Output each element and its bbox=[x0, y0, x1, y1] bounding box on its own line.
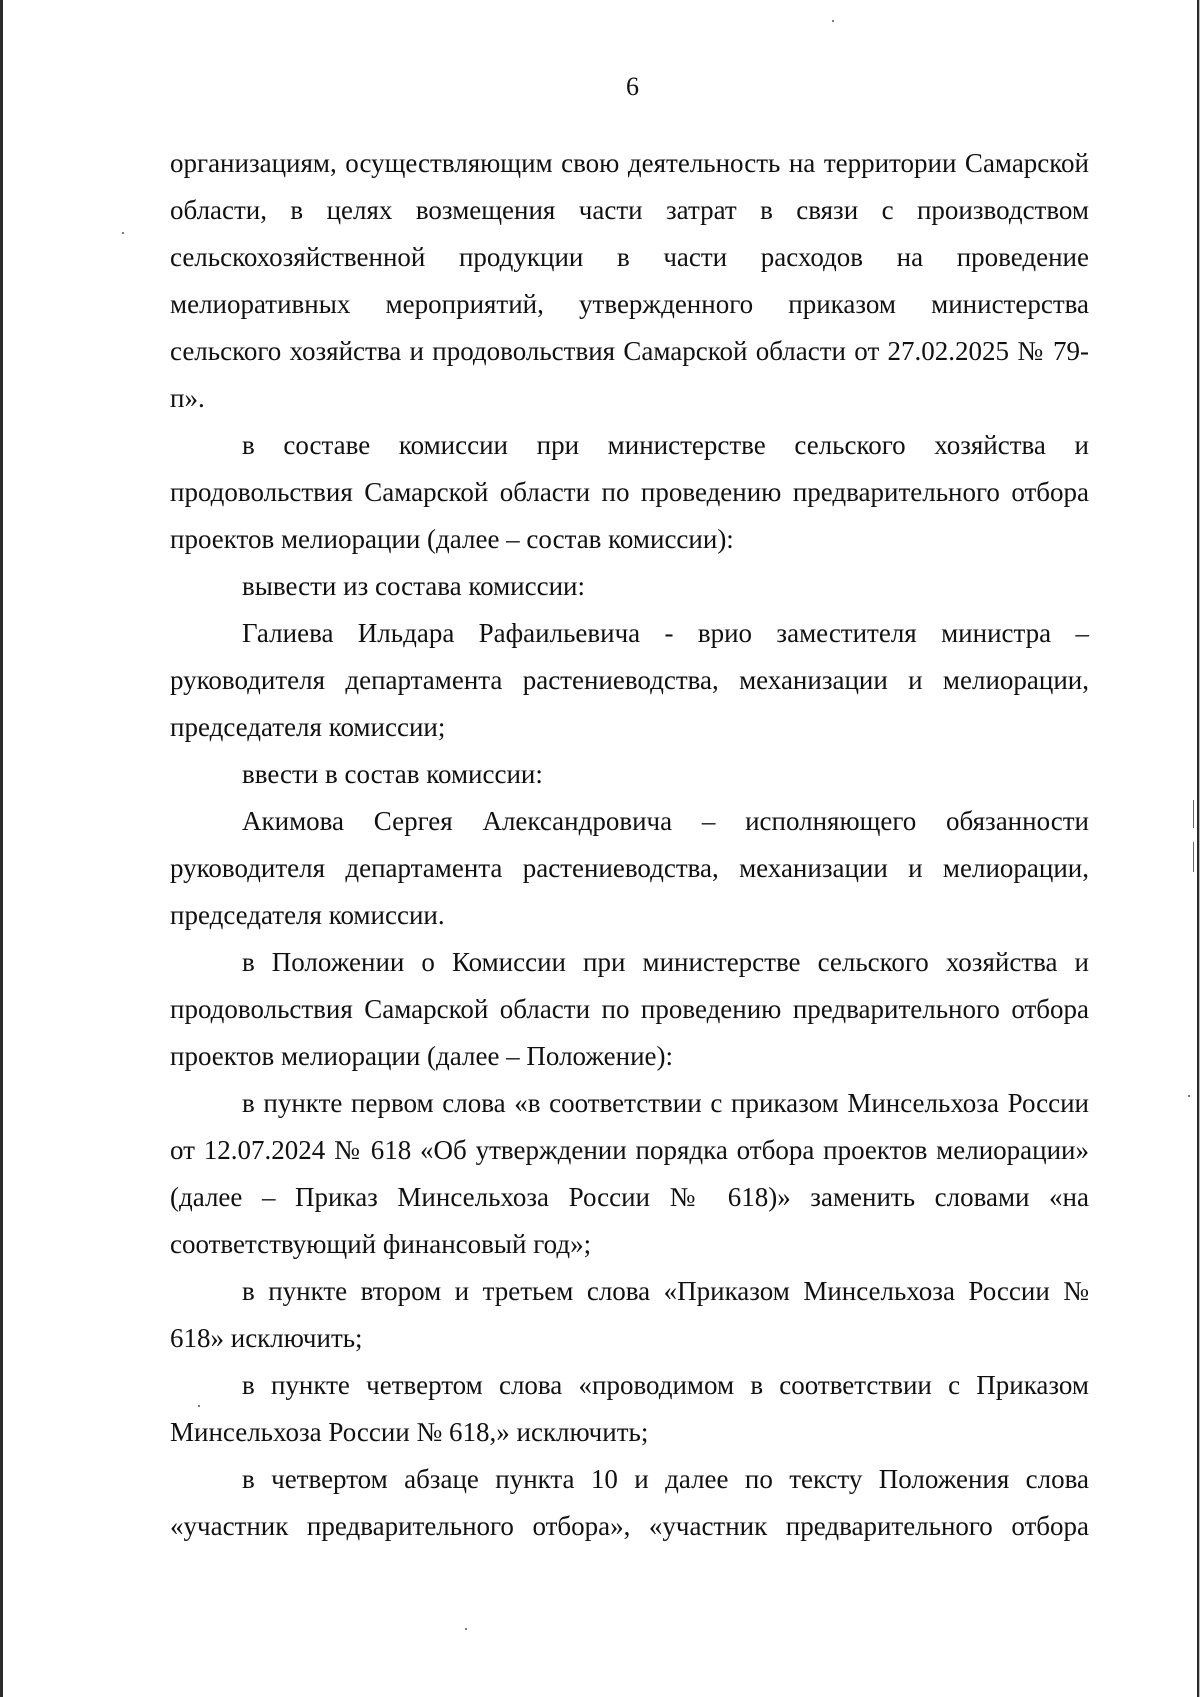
paragraph-removed-member: Галиева Ильдара Рафаильевича - врио заместителя министра – руководителя департамента растениеводства, механизации и мелиорации, председателя комиссии; bbox=[170, 618, 1089, 742]
scan-speck bbox=[122, 232, 124, 234]
paragraph-add-heading: ввести в состав комиссии: bbox=[242, 759, 543, 789]
scan-speck bbox=[1188, 1095, 1190, 1097]
page-number: 6 bbox=[626, 72, 639, 101]
scan-mark bbox=[1193, 800, 1194, 828]
paragraph-added-member: Акимова Сергея Александровича – исполняющего обязанности руководителя департамента растениеводства, механизации и мелиорации, председателя комиссии. bbox=[170, 806, 1089, 930]
scan-mark bbox=[1193, 842, 1194, 872]
scan-speck bbox=[832, 20, 834, 22]
paragraph-point-one: в пункте первом слова «в соответствии с приказом Минсельхоза России от 12.07.2024 № 618 «Об утверждении порядка отбора проектов мелиорации» (далее – Приказ Минсельхоза России № 618)» заменить словами «на соответствующий финансовый год»; bbox=[170, 1088, 1089, 1259]
paragraph-point-ten: в четвертом абзаце пункта 10 и далее по тексту Положения слова «участник предварительного отбора», «участник предварительного отбора bbox=[170, 1464, 1089, 1541]
paragraph-continuation: организациям, осуществляющим свою деятельность на территории Самарской области, в целях возмещения части затрат в связи с производством сельскохозяйственной продукции в части расходов на проведение мелиоративных мероприятий, утвержденного приказом министерства сельского хозяйства и продовольствия Самарской области от 27.02.2025 № 79-п». bbox=[170, 148, 1089, 413]
paragraph-remove-heading: вывести из состава комиссии: bbox=[242, 571, 585, 601]
paragraph-commission-composition: в составе комиссии при министерстве сельского хозяйства и продовольствия Самарской области по проведению предварительного отбора проектов мелиорации (далее – состав комиссии): bbox=[170, 430, 1089, 554]
scan-left-edge bbox=[0, 0, 3, 1697]
paragraph-point-two-three: в пункте втором и третьем слова «Приказом Минсельхоза России № 618» исключить; bbox=[170, 1276, 1089, 1353]
document-body bbox=[170, 140, 1089, 1550]
scan-speck bbox=[465, 1628, 467, 1630]
paragraph-point-four: в пункте четвертом слова «проводимом в соответствии с Приказом Минсельхоза России № 618,» исключить; bbox=[170, 1370, 1089, 1447]
paragraph-regulation: в Положении о Комиссии при министерстве сельского хозяйства и продовольствия Самарской области по проведению предварительного отбора проектов мелиорации (далее – Положение): bbox=[170, 947, 1089, 1071]
